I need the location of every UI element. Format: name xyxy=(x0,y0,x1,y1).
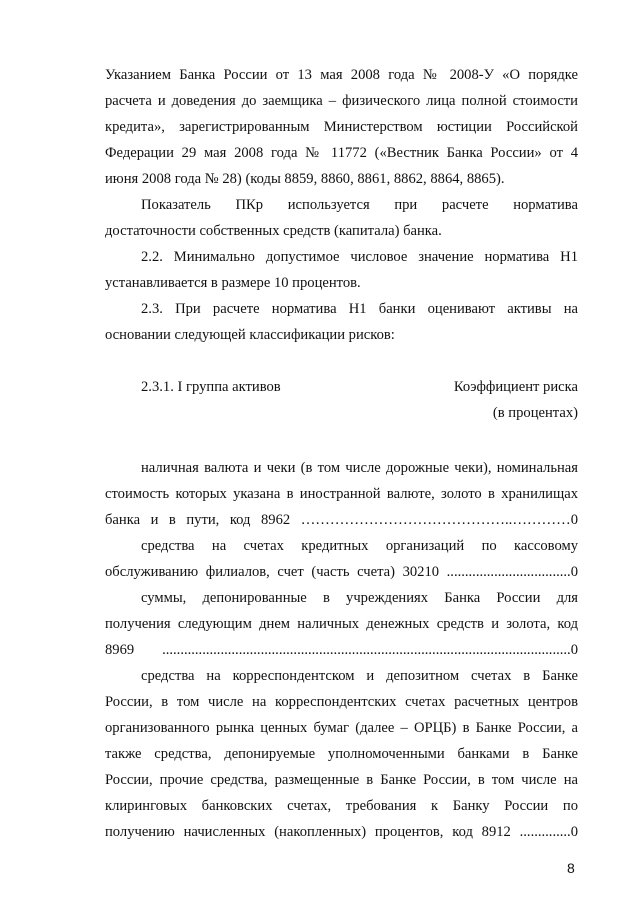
text-line: получению начисленных (накопленных) процентов, код 8912 ..............0 xyxy=(105,824,578,840)
text-line: достаточности собственных средств (капитала) банка. xyxy=(105,223,442,239)
page-number: 8 xyxy=(567,860,575,876)
text-line: 2.2. Минимально допустимое числовое значение норматива Н1 xyxy=(141,249,578,265)
text-line: банка и в пути, код 8962 ……………………………………..…………0 xyxy=(105,512,578,528)
text-line: кредита», зарегистрированным Министерством юстиции Российской xyxy=(105,119,578,135)
text-line: России, прочие средства, размещенные в Банке России, в том числе на xyxy=(105,772,578,788)
text-line: Федерации 29 мая 2008 года № 11772 («Вестник Банка России» от 4 xyxy=(105,145,578,161)
text-line: расчета и доведения до заемщика – физического лица полной стоимости xyxy=(105,93,578,109)
text-line: обслуживанию филиалов, счет (часть счета) 30210 ..................................0 xyxy=(105,564,578,580)
group-heading: 2.3.1. I группа активов xyxy=(141,379,281,395)
text-line: стоимость которых указана в иностранной валюте, золото в хранилищах xyxy=(105,486,578,502)
text-line: наличная валюта и чеки (в том числе дорожные чеки), номинальная xyxy=(141,460,578,476)
text-line: получения следующим днем наличных денежных средств и золота, код xyxy=(105,616,578,632)
asset-item-3 xyxy=(105,585,578,663)
text-line: 8969 ................................................................................................................0 xyxy=(105,642,578,658)
text-line: средства на счетах кредитных организаций по кассовому xyxy=(141,538,578,554)
text-line: средства на корреспондентском и депозитном счетах в Банке xyxy=(141,668,578,684)
text-line: организованного рынка ценных бумаг (далее – ОРЦБ) в Банке России, а xyxy=(105,720,578,736)
text-line: основании следующей классификации рисков: xyxy=(105,327,395,343)
coefficient-label: Коэффициент риска xyxy=(453,379,578,395)
paragraph-4 xyxy=(105,296,578,348)
asset-item-1 xyxy=(105,455,578,533)
text-line: Показатель ПКр используется при расчете норматива xyxy=(141,197,578,213)
coefficient-unit: (в процентах) xyxy=(492,405,578,421)
text-line: июня 2008 года № 28) (коды 8859, 8860, 8861, 8862, 8864, 8865). xyxy=(105,171,505,187)
text-line: Указанием Банка России от 13 мая 2008 года № 2008-У «О порядке xyxy=(105,67,578,83)
paragraph-3 xyxy=(105,244,578,296)
text-line: России, в том числе на корреспондентских счетах расчетных центров xyxy=(105,694,578,710)
paragraph-2 xyxy=(105,192,578,244)
text-line: суммы, депонированные в учреждениях Банка России для xyxy=(141,590,578,606)
text-line: клиринговых банковских счетах, требования к Банку России по xyxy=(105,798,578,814)
paragraph-1 xyxy=(105,62,578,192)
text-line: 2.3. При расчете норматива Н1 банки оценивают активы на xyxy=(141,301,578,317)
asset-item-2 xyxy=(105,533,578,585)
asset-item-4 xyxy=(105,663,578,845)
text-line: устанавливается в размере 10 процентов. xyxy=(105,275,361,291)
text-line: также средства, депонируемые уполномоченными банками в Банке xyxy=(105,746,578,762)
